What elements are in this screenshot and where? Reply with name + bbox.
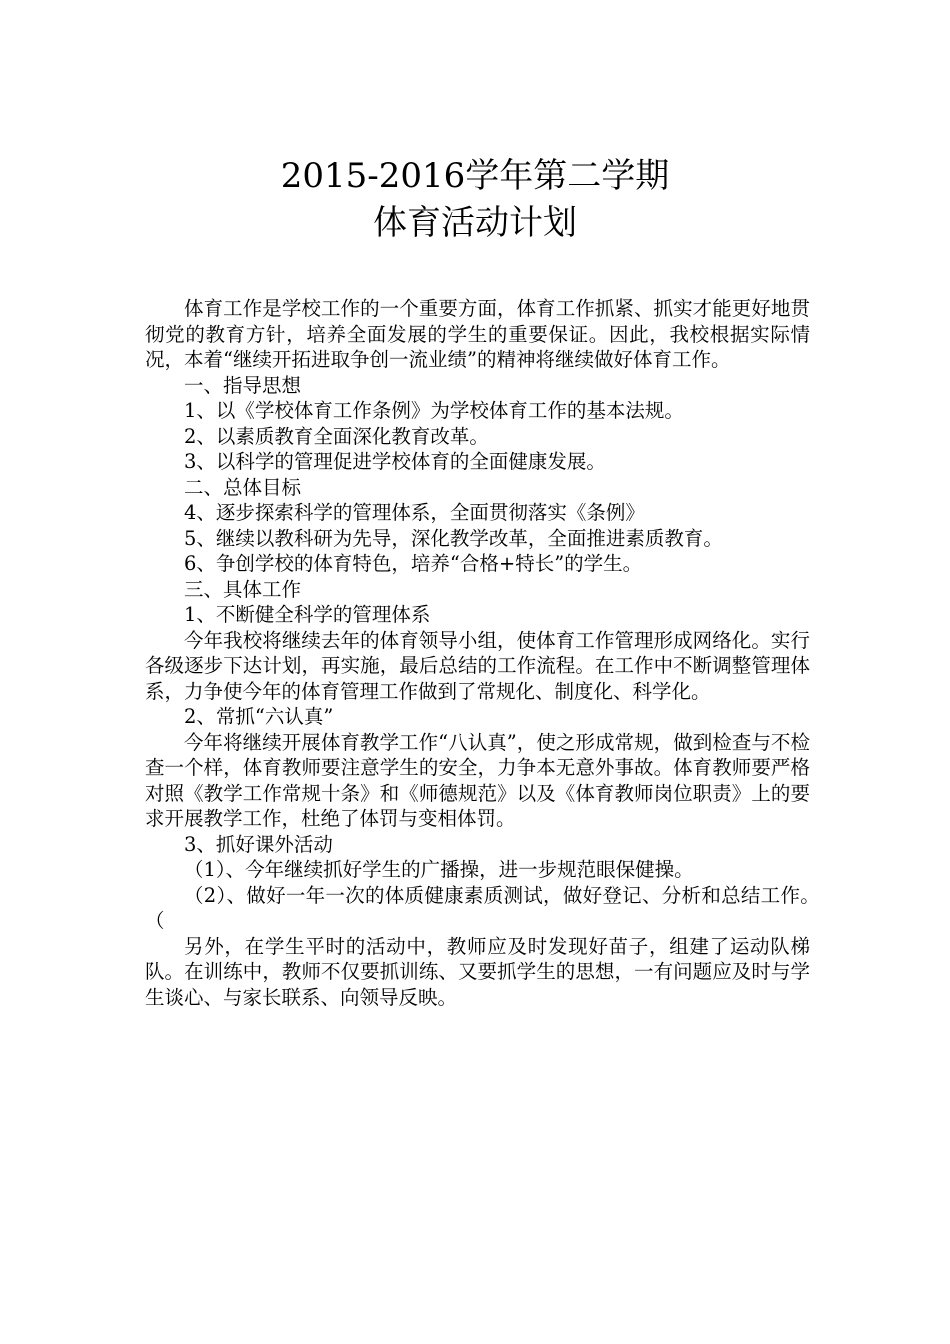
section-heading: 三、具体工作 bbox=[184, 577, 302, 601]
list-item: （2）、做好一年一次的体质健康素质测试，做好登记、分析和总结工作。 （ bbox=[145, 883, 850, 932]
document-title-line2: 体育活动计划 bbox=[373, 203, 577, 243]
list-item: 6、争创学校的体育特色，培养“合格+特长”的学生。 bbox=[184, 552, 643, 575]
body-paragraph: 今年将继续开展体育教学工作“八认真”，使之形成常规，做到检查与不检查一个样，体育教师要注意学生的安全，力争本无意外事故。体育教师要严格对照《教学工作常规十条》和《师德规范》以及《体育教师岗位职责》上的要求开展教学工作，杜绝了体罚与变相体罚。 bbox=[145, 730, 810, 830]
subsection-heading: 3、抓好课外活动 bbox=[184, 832, 333, 856]
intro-paragraph: 体育工作是学校工作的一个重要方面，体育工作抓紧、抓实才能更好地贯彻党的教育方针，培养全面发展的学生的重要保证。因此，我校根据实际情况，本着“继续开拓进取争创一流业绩”的精神将继续做好体育工作。 bbox=[145, 297, 810, 371]
subsection-heading: 1、不断健全科学的管理体系 bbox=[184, 603, 431, 626]
list-item: （1）、今年继续抓好学生的广播操，进一步规范眼保健操。 bbox=[184, 858, 694, 881]
section-heading: 二、总体目标 bbox=[184, 475, 302, 499]
body-paragraph: 今年我校将继续去年的体育领导小组，使体育工作管理形成网络化。实行各级逐步下达计划，再实施，最后总结的工作流程。在工作中不断调整管理体系，力争使今年的体育管理工作做到了常规化、制度化、科学化。 bbox=[145, 628, 810, 703]
document-body bbox=[145, 296, 850, 1010]
subsection-heading: 2、常抓“六认真” bbox=[184, 705, 334, 728]
list-item: 4、逐步探索科学的管理体系，全面贯彻落实《条例》 bbox=[184, 501, 645, 524]
list-item: 2、以素质教育全面深化教育改革。 bbox=[184, 424, 489, 448]
list-item: 5、继续以教科研为先导，深化教学改革，全面推进素质教育。 bbox=[184, 526, 723, 550]
section-heading: 一、指导思想 bbox=[184, 373, 302, 397]
document-title-line1: 2015-2016学年第二学期 bbox=[280, 156, 670, 196]
list-item: 1、以《学校体育工作条例》为学校体育工作的基本法规。 bbox=[184, 399, 684, 422]
body-paragraph: 另外，在学生平时的活动中，教师应及时发现好苗子，组建了运动队梯队。在训练中，教师不仅要抓训练、又要抓学生的思想，一有问题应及时与学生谈心、与家长联系、向领导反映。 bbox=[145, 934, 810, 1009]
list-item: 3、以科学的管理促进学校体育的全面健康发展。 bbox=[184, 450, 606, 473]
